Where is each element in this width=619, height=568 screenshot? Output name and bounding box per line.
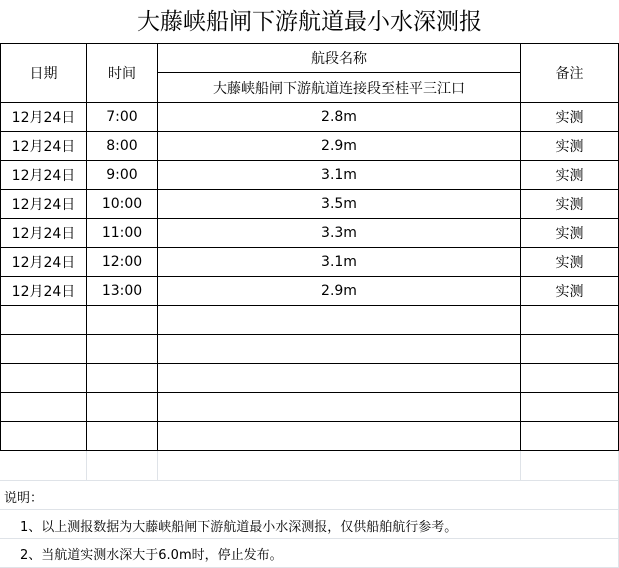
depth-cell: 3.5m: [321, 196, 357, 212]
date-cell: 12月24日: [11, 197, 76, 213]
remark-cell: 实测: [555, 226, 584, 242]
notes-heading: 说明：: [4, 491, 44, 506]
time-cell: 10:00: [101, 196, 143, 212]
remark-cell: 实测: [555, 197, 584, 213]
remark-cell: 实测: [555, 255, 584, 271]
time-cell: 13:00: [101, 283, 143, 299]
gridline: [0, 509, 619, 510]
date-cell: 12月24日: [11, 168, 76, 184]
header-section-name: 大藤峡船闸下游航道连接段至桂平三江口: [213, 80, 465, 97]
remark-cell: 实测: [555, 110, 584, 126]
time-cell: 12:00: [101, 254, 143, 270]
date-cell: 12月24日: [11, 284, 76, 300]
table-border: [0, 421, 619, 422]
table-border: [0, 334, 619, 335]
date-cell: 12月24日: [11, 139, 76, 155]
header-time: 时间: [108, 66, 136, 82]
depth-cell: 3.1m: [321, 167, 357, 183]
header-remark: 备注: [555, 66, 584, 82]
depth-cell: 2.8m: [321, 109, 357, 125]
depth-cell: 2.9m: [321, 138, 357, 154]
remark-cell: 实测: [555, 284, 584, 300]
header-section-label: 航段名称: [311, 51, 367, 67]
time-cell: 9:00: [106, 167, 138, 183]
gridline: [157, 451, 158, 480]
table-border: [0, 450, 619, 451]
date-cell: 12月24日: [11, 110, 76, 126]
date-cell: 12月24日: [11, 255, 76, 271]
note-item: 1、以上测报数据为大藤峡船闸下游航道最小水深测报，仅供船舶航行参考。: [20, 520, 458, 535]
remark-cell: 实测: [555, 168, 584, 184]
depth-cell: 3.3m: [321, 225, 357, 241]
gridline: [520, 451, 521, 480]
time-cell: 7:00: [106, 109, 138, 125]
depth-cell: 3.1m: [321, 254, 357, 270]
note-item: 2、当航道实测水深大于6.0m时，停止发布。: [20, 548, 283, 563]
table-border: [0, 305, 619, 306]
time-cell: 8:00: [106, 138, 138, 154]
date-cell: 12月24日: [11, 226, 76, 242]
depth-cell: 2.9m: [321, 283, 357, 299]
time-cell: 11:00: [101, 225, 143, 241]
remark-cell: 实测: [555, 139, 584, 155]
header-date: 日期: [29, 66, 58, 82]
table-border: [0, 392, 619, 393]
table-border: [0, 363, 619, 364]
report-title: 大藤峡船闸下游航道最小水深测报: [137, 9, 482, 35]
gridline: [86, 451, 87, 480]
gridline: [0, 538, 619, 539]
gridline: [0, 480, 619, 481]
